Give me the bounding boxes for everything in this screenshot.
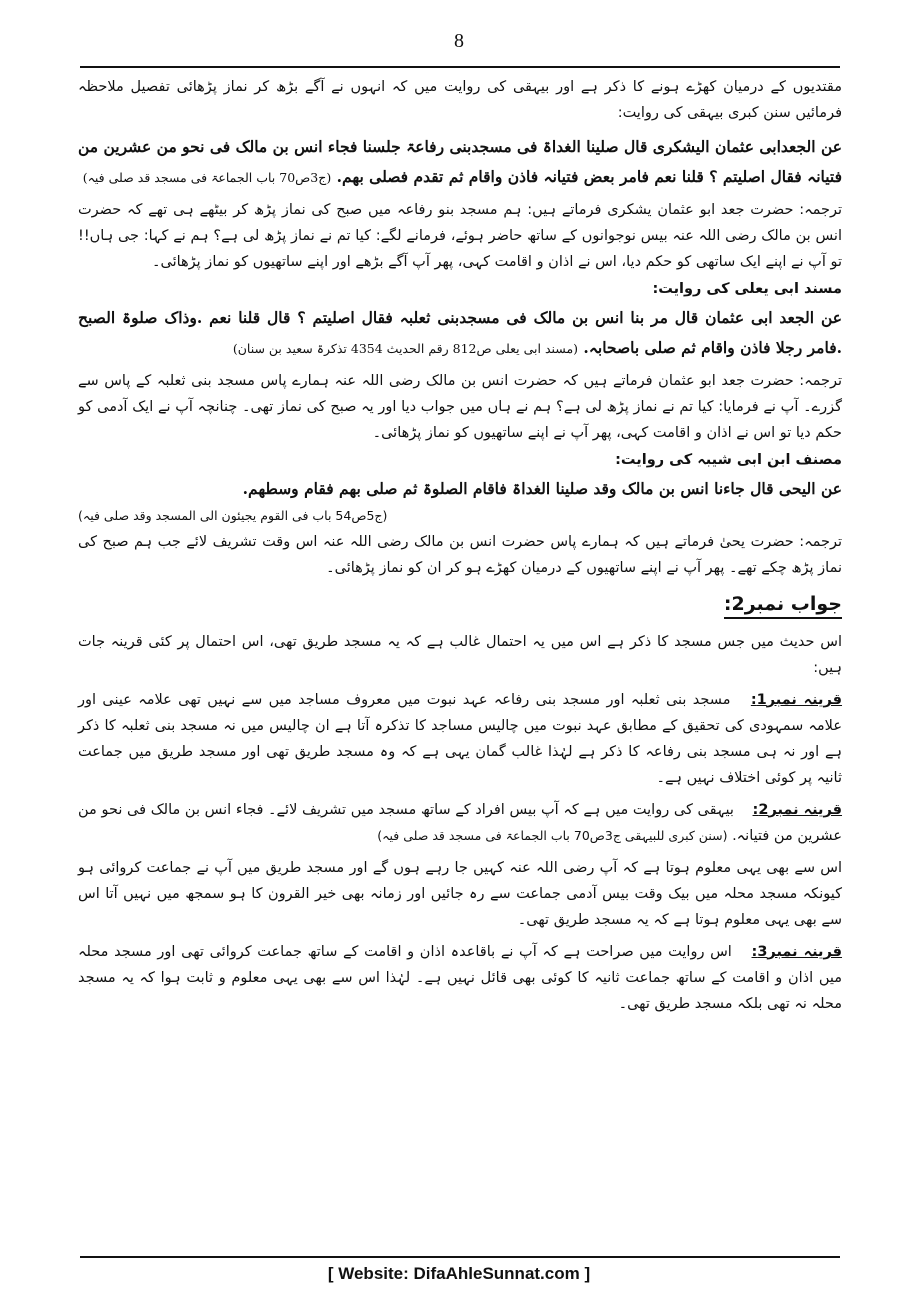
ibn-abi-shaybah-reference: (ج5ص54 باب فی القوم یجیئون الی المسجد وقد صلی فیہ) (78, 508, 388, 523)
bottom-divider (80, 1256, 840, 1258)
qarina-1-text: مسجد بنی ثعلبہ اور مسجد بنی رفاعہ عہد نبوت میں معروف مساجد میں سے نہیں تھی علامہ عینی اور علامہ سمہودی کی تحقیق کے مطابق عہد نبوت میں چالیس مساجد کا تذکرہ آتا ہے ان چالیس میں نہ مسجد بنی ثعلبہ کا ذکر ہے اور نہ ہی مسجد بنی رفاعہ کا ذکر ہے لہٰذا غالب گمان یہی ہے کہ وہ مسجد طریق تھی اور مسجد طریق میں جماعت ثانیہ پر کوئی اختلاف نہیں ہے۔ (78, 692, 842, 786)
qarina-2-reference: (سنن کبری للبیہقی ج3ص70 باب الجماعۃ فی مسجد قد صلی فیہ) (377, 828, 728, 843)
qarina-3 (78, 939, 842, 1017)
page-body (78, 74, 842, 1254)
ibn-abi-shaybah-translation: ترجمہ: حضرت یحیٰ فرماتے ہیں کہ ہمارے پاس حضرت انس بن مالک رضی اللہ عنہ اس وقت تشریف لائے جب ہم صبح کی نماز پڑھ چکے تھے۔ پھر آپ نے اپنے ساتھیوں کے درمیان کھڑے ہو کر ان کو نماز پڑھائی۔ (78, 534, 842, 576)
bayhaqi-translation: ترجمہ: حضرت جعد ابو عثمان یشکری فرماتے ہیں: ہم مسجد بنو رفاعہ میں صبح کی نماز پڑھ کر بیٹھے ہی تھے کہ حضرت انس بن مالک رضی اللہ عنہ بیس نوجوانوں کے ساتھ حاضر ہوئے، فرمانے لگے: کیا تم نے نماز پڑھ لی ہے؟ ہم نے کہا: جی ہاں!! تو آپ نے اپنے ایک ساتھی کو حکم دیا، اس نے اذان و اقامت کہی، پھر آپ آگے بڑھے اور اپنے ساتھیوں کو نماز پڑھائی۔ (78, 202, 842, 270)
ibn-abi-shaybah-arabic: عن الیحی قال جاءنا انس بن مالک وقد صلینا الغداۃ فاقام الصلوۃ ثم صلی بھم فقام وسطھم. (242, 479, 842, 498)
qarina-2-label: قرینہ نمبر2: (752, 802, 843, 818)
answer-title: جواب نمبر2: (724, 593, 842, 619)
abu-yala-arabic: عن الجعد ابی عثمان قال مر بنا انس بن مالک فی مسجدبنی ثعلبہ فقال اصلیتم ؟ قال قلنا نعم .وذاک صلوۃ الصبح .فامر رجلا فاذن واقام ثم صلی باصحابہ. (78, 308, 842, 357)
bayhaqi-reference: (ج3ص70 باب الجماعۃ فی مسجد قد صلی فیہ) (82, 170, 332, 185)
abu-yala-translation: ترجمہ: حضرت جعد ابو عثمان فرماتے ہیں کہ حضرت انس بن مالک رضی اللہ عنہ ہمارے پاس مسجد بنی ثعلبہ کے پاس سے گزرے۔ آپ نے فرمایا: کیا تم نے نماز پڑھ لی ہے؟ ہم نے ہاں میں جواب دیا اور یہ صبح کی نماز تھی۔ چنانچہ آپ نے ایک آدمی کو حکم دیا تو اس نے اذان و اقامت کہی، پھر آپ نے اپنے ساتھیوں کو نماز پڑھائی۔ (78, 373, 842, 441)
qarina-3-text: اس روایت میں صراحت ہے کہ آپ نے باقاعدہ اذان و اقامت کے ساتھ جماعت کروائی تھی اور مسجد محلہ میں اذان و اقامت کے ساتھ جماعت ثانیہ کا کوئی بھی قائل نہیں ہے۔ لہٰذا اس سے بھی یہی معلوم و ثابت ہوا کہ یہ مسجد محلہ نہ تھی بلکہ مسجد طریق تھی۔ (78, 944, 842, 1012)
ibn-abi-shaybah-heading: مصنف ابن ابی شیبہ کی روایت: (615, 452, 842, 468)
answer-intro: اس حدیث میں جس مسجد کا ذکر ہے اس میں یہ احتمال غالب ہے کہ یہ مسجد طریق تھی، اس احتمال پر کئی قرینہ جات ہیں: (78, 634, 842, 676)
qarina-2 (78, 797, 842, 849)
bayhaqi-arabic-text (78, 132, 842, 193)
page-number: 8 (454, 30, 464, 52)
qarina-2-explanation: اس سے بھی یہی معلوم ہوتا ہے کہ آپ رضی اللہ عنہ کہیں جا رہے ہوں گے اور مسجد طریق میں آپ نے جماعت کروائی ہو کیونکہ مسجد محلہ میں بیک وقت بیس آدمی جماعت سے رہ جائیں اور زمانہ بھی خیر القرون کا ہو سمجھ میں نہیں آتا اس سے بھی یہی معلوم ہوتا ہے کہ یہ مسجد طریق تھی۔ (78, 860, 842, 928)
bayhaqi-arabic: عن الجعدابی عثمان الیشکری قال صلینا الغداۃ فی مسجدبنی رفاعۃ جلسنا فجاء انس بن مالک فی نحو من عشرین من فتیانہ فقال اصلیتم ؟ قلنا نعم فامر بعض فتیانہ فاذن واقام ثم تقدم فصلی بھم. (78, 137, 842, 186)
abu-yala-heading: مسند ابی یعلی کی روایت: (652, 281, 842, 297)
answer-title-wrap (78, 587, 842, 629)
qarina-1-label: قرینہ نمبر1: (750, 692, 843, 708)
qarina-2-text: بیہقی کی روایت میں ہے کہ آپ بیس افراد کے ساتھ مسجد میں تشریف لائے۔ فجاء انس بن مالک فی نحو من عشرین من فتیانہ. (78, 802, 842, 844)
top-divider (80, 66, 840, 68)
intro-paragraph: مقتدیوں کے درمیان کھڑے ہونے کا ذکر ہے اور بیہقی کی روایت میں کہ انہوں نے آگے بڑھ کر نماز پڑھائی تفصیل ملاحظہ فرمائیں سنن کبری بیہقی کی روایت: (78, 79, 842, 121)
qarina-3-label: قرینہ نمبر3: (751, 944, 843, 960)
abu-yala-arabic-text (78, 303, 842, 364)
abu-yala-reference: (مسند ابی یعلی ص812 رقم الحدیث 4354 تذکرۃ سعید بن سنان) (232, 341, 579, 356)
website-footer: [ Website: DifaAhleSunnat.com ] (327, 1264, 591, 1283)
qarina-1 (78, 687, 842, 791)
